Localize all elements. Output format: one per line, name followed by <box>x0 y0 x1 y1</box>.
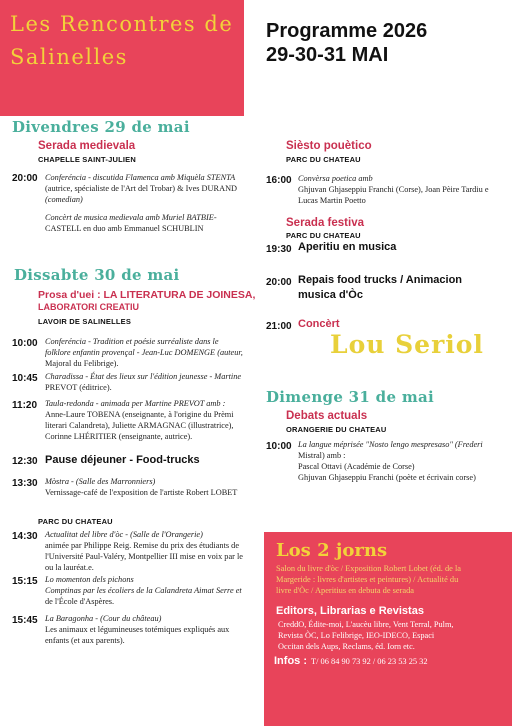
item-line: Comptinas par les écoliers de la Calandreta Aimat Serre et <box>45 586 242 595</box>
info-phone: T/ 06 84 90 73 92 / 06 23 53 25 32 <box>311 657 428 666</box>
item-line: Anne-Laure TOBENA (enseignante, à l'origine du Prèmi <box>45 410 234 419</box>
item-line: l'Université Paul-Valéry, Montpellier III mise en voix par le <box>45 552 243 561</box>
siesto-venue: PARC DU CHATEAU <box>286 155 361 164</box>
program-item <box>45 574 260 607</box>
item-line: Mistral) amb : <box>298 451 346 460</box>
item-line: ou la lauréat.e. <box>45 563 94 572</box>
item-line: Lucas Martin Poetto <box>298 196 366 205</box>
program-item <box>45 212 255 234</box>
item-line: Corinne LHÉRITIER (enseignante, autrice). <box>45 432 193 441</box>
repais-item <box>298 273 462 303</box>
box-line: Occitan dels Aups, Reclams, éd. Iorn etc. <box>278 642 415 651</box>
item-line: (comedian) <box>45 195 83 204</box>
sunday-venue: ORANGERIE DU CHATEAU <box>286 425 387 434</box>
time-label: 14:30 <box>12 531 38 542</box>
item-line: La Baragonha - (Cour du château) <box>45 614 162 623</box>
item-line: (autrice, spécialiste de l'Art del Trobar) & Ives DURAND <box>45 184 238 193</box>
box-line: Revista ÒC, Lo Felibrige, IEO-IDECO, Espaci <box>278 631 435 640</box>
item-line: literari Calandreta), Juliette ARMAGNAC (illustratrice), <box>45 421 234 430</box>
item-line: Repais food trucks / Animacion <box>298 274 463 286</box>
programme-title: Programme 2026 <box>266 20 428 42</box>
info-box-title: Los 2 jorns <box>276 540 388 561</box>
time-label: 10:00 <box>266 441 292 452</box>
item-line: Concèrt de musica medievala amb Muriel BATBIE- <box>45 213 217 222</box>
event-title: Les Rencontres de Salinelles <box>10 12 234 69</box>
box-line: Margeride : livres d'artistes et peintures) / Actualité du <box>276 575 459 584</box>
lunch-break: Pause déjeuner - Food-trucks <box>45 454 200 466</box>
item-line: Convèrsa poetica amb <box>298 174 373 183</box>
program-item <box>45 371 257 393</box>
item-line: Vernissage-café de l'exposition de l'artiste Robert LOBET <box>45 488 238 497</box>
program-item <box>45 336 257 369</box>
program-item <box>45 529 260 573</box>
item-line: Pascal Ottavi (Académie de Corse) <box>298 462 415 471</box>
time-label: 20:00 <box>12 173 38 184</box>
item-line: de l'École d'Aspères. <box>45 597 115 606</box>
time-label: 16:00 <box>266 175 292 186</box>
time-label: 11:20 <box>12 400 38 411</box>
item-line: Taula-redonda - animada per Martine PREVOT amb : <box>45 399 226 408</box>
friday-block-title: Serada medievala <box>38 140 136 152</box>
time-label: 10:45 <box>12 373 38 384</box>
item-line: Lo momenton dels pichons <box>45 575 134 584</box>
item-line: Ghjuvan Ghjaseppiu Franchi (poète et écrivain corse) <box>298 473 476 482</box>
editors-list <box>278 619 506 652</box>
time-label: 19:30 <box>266 244 292 255</box>
item-line: Majoral du Felibrige). <box>45 359 119 368</box>
time-label: 10:00 <box>12 338 38 349</box>
item-line: animée par Philippe Reig. Remise du prix des étudiants de <box>45 541 240 550</box>
saturday-venue-2: PARC DU CHATEAU <box>38 517 113 526</box>
box-line: livre d'Òc / Aperitius en debuta de serada <box>276 586 415 595</box>
aperitiu-item: Aperitiu en musica <box>298 241 397 253</box>
day-heading-friday: Divendres 29 de mai <box>12 118 190 136</box>
editors-title: Editors, Librarias e Revistas <box>276 605 424 617</box>
siesto-title: Sièsto pouètico <box>286 140 372 152</box>
time-label: 20:00 <box>266 277 292 288</box>
festiva-title: Serada festiva <box>286 217 364 229</box>
item-line: Les animaux et légumineuses totémiques expliqués aux <box>45 625 230 634</box>
item-line: Charadissa - État des lieux sur l'édition jeunesse - Martine <box>45 372 242 381</box>
festiva-venue: PARC DU CHATEAU <box>286 231 361 240</box>
item-line: folklore enfantin provençal - Jean-Luc DOMENGE (auteur, <box>45 348 243 357</box>
programme-dates: 29-30-31 MAI <box>266 44 389 66</box>
sunday-block-title: Debats actuals <box>286 410 368 422</box>
saturday-block-title: Prosa d'uei : LA LITERATURA DE JOINESA, <box>38 289 256 301</box>
item-line: CASTELL en duo amb Emmanuel SCHUBLIN <box>45 224 204 233</box>
friday-venue: CHAPELLE SAINT-JULIEN <box>38 155 136 164</box>
program-item <box>298 173 508 206</box>
saturday-venue: LAVOIR DE SALINELLES <box>38 317 132 326</box>
info-box-text <box>276 563 506 596</box>
item-line: musica d'Òc <box>298 289 363 301</box>
box-line: CreddO, Édite-moi, L'aucèu libre, Vent Terral, Pulm, <box>278 620 454 629</box>
day-heading-sunday: Dimenge 31 de mai <box>266 388 435 406</box>
program-item <box>45 476 257 498</box>
time-label: 15:45 <box>12 615 38 626</box>
item-line: PREVOT (éditrice). <box>45 383 112 392</box>
concert-band: Lou Seriol <box>330 330 484 359</box>
program-item <box>45 398 257 442</box>
time-label: 15:15 <box>12 576 38 587</box>
info-label: Infos : <box>274 655 307 667</box>
item-line: Mòstra - (Salle des Marronniers) <box>45 477 156 486</box>
item-line: Conferéncia - Tradition et poésie surréaliste dans le <box>45 337 219 346</box>
item-line: Conferéncia - discutida Flamenca amb Miquèla STENTA <box>45 173 236 182</box>
saturday-block-subtitle: LABORATORI CREATIU <box>38 302 139 312</box>
time-label: 13:30 <box>12 478 38 489</box>
box-line: Salon du livre d'òc / Exposition Robert Lobet (éd. de la <box>276 564 462 573</box>
item-line: Ghjuvan Ghjaseppiu Franchi (Corse), Joan Pèire Tardiu e <box>298 185 489 194</box>
program-item <box>45 613 260 646</box>
program-item <box>45 172 255 205</box>
item-line: Actualitat del libre d'òc - (Salle de l'Orangerie) <box>45 530 203 539</box>
program-item <box>298 439 508 483</box>
time-label: 12:30 <box>12 456 38 467</box>
time-label: 21:00 <box>266 321 292 332</box>
concert-label: Concèrt <box>298 318 340 330</box>
item-line: enfants (et aux parents). <box>45 636 125 645</box>
day-heading-saturday: Dissabte 30 de mai <box>14 266 180 284</box>
item-line: La langue méprisée "Nosto lengo mespresaso" (Frederi <box>298 440 483 449</box>
